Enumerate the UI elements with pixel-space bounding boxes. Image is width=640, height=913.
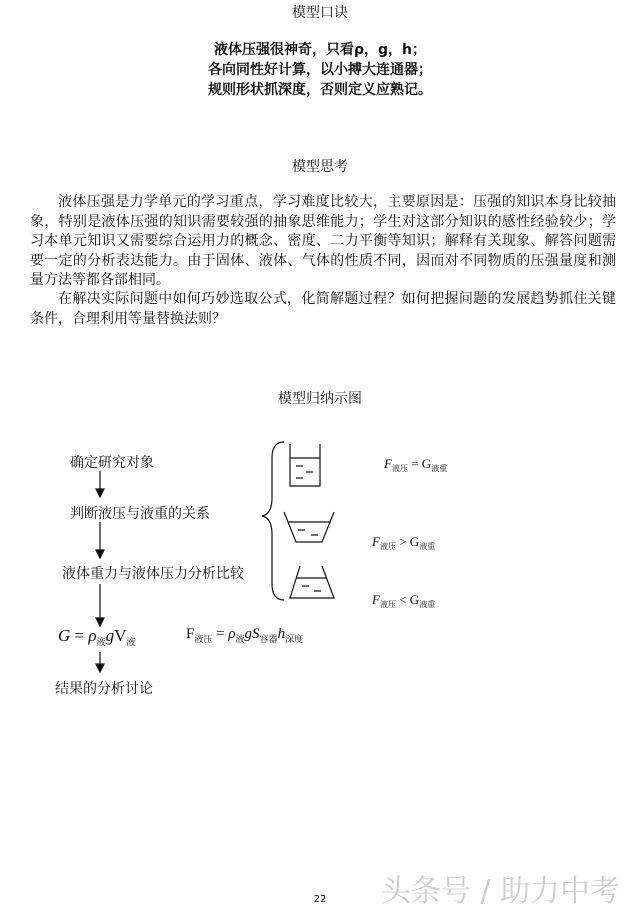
gravity-formula: $G = \rho_液gV_液$	[58, 626, 136, 648]
flow-step-identify-object: 确定研究对象	[70, 455, 154, 471]
relation-less: $F_{液压} < G_{液重}$	[372, 592, 436, 609]
flow-step-discuss: 结果的分析讨论	[55, 681, 153, 697]
flow-arrow-1-head	[96, 489, 104, 497]
wide-top-container	[284, 512, 334, 542]
relation-greater: $F_{液压} > G_{液重}$	[372, 534, 436, 551]
formula-section-title: 模型口诀	[292, 5, 348, 21]
thinking-paragraph-1: 液体压强是力学单元的学习重点，学习难度比较大，主要原因是：压强的知识本身比较抽象，特别是液体压强的知识需要较强的抽象思维能力；学生对这部分知识的感性经验较少；学习本单元知识又需要综合运用力的概念、密度、二力平衡等知识；解释有关现象、解答问题需要一定的分析表达能力。由于固体、液体、气体的性质不同，因而对不同物质的压强量度和测量方法等都各部相同。	[30, 194, 616, 288]
curly-brace	[262, 442, 284, 600]
mnemonic-line-1: 液体压强很神奇，只看ρ，g，h；	[213, 42, 426, 58]
mnemonic-line-2: 各向同性好计算，以小搏大连通器；	[208, 62, 432, 78]
flow-arrow-3-head	[96, 618, 104, 626]
thinking-section-title: 模型思考	[292, 159, 348, 175]
flow-arrow-4-head	[96, 664, 104, 672]
flow-arrow-2-head	[96, 550, 104, 558]
liquid-pressure-formula: $F_{液压} = \rho_液gS_{容器}h_{深度}$	[186, 626, 304, 645]
wide-bottom-container	[290, 566, 334, 598]
page-number: 22	[313, 894, 327, 905]
cylinder-container	[290, 444, 320, 486]
thinking-paragraph-2: 在解决实际问题中如何巧妙选取公式，化简解题过程？如何把握问题的发展趋势抓住关键条件，合理利用等量替换法则？	[30, 291, 616, 327]
flow-step-judge-relation: 判断液压与液重的关系	[70, 506, 210, 522]
diagram-section-title: 模型归纳示图	[278, 391, 362, 407]
mnemonic-line-3: 规则形状抓深度，否则定义应熟记。	[208, 82, 432, 98]
relation-equal: $F_{液压} = G_{液重}$	[384, 456, 448, 473]
watermark: 头条号 / 助力中考	[380, 874, 620, 909]
flow-step-compare: 液体重力与液体压力分析比较	[62, 566, 244, 582]
